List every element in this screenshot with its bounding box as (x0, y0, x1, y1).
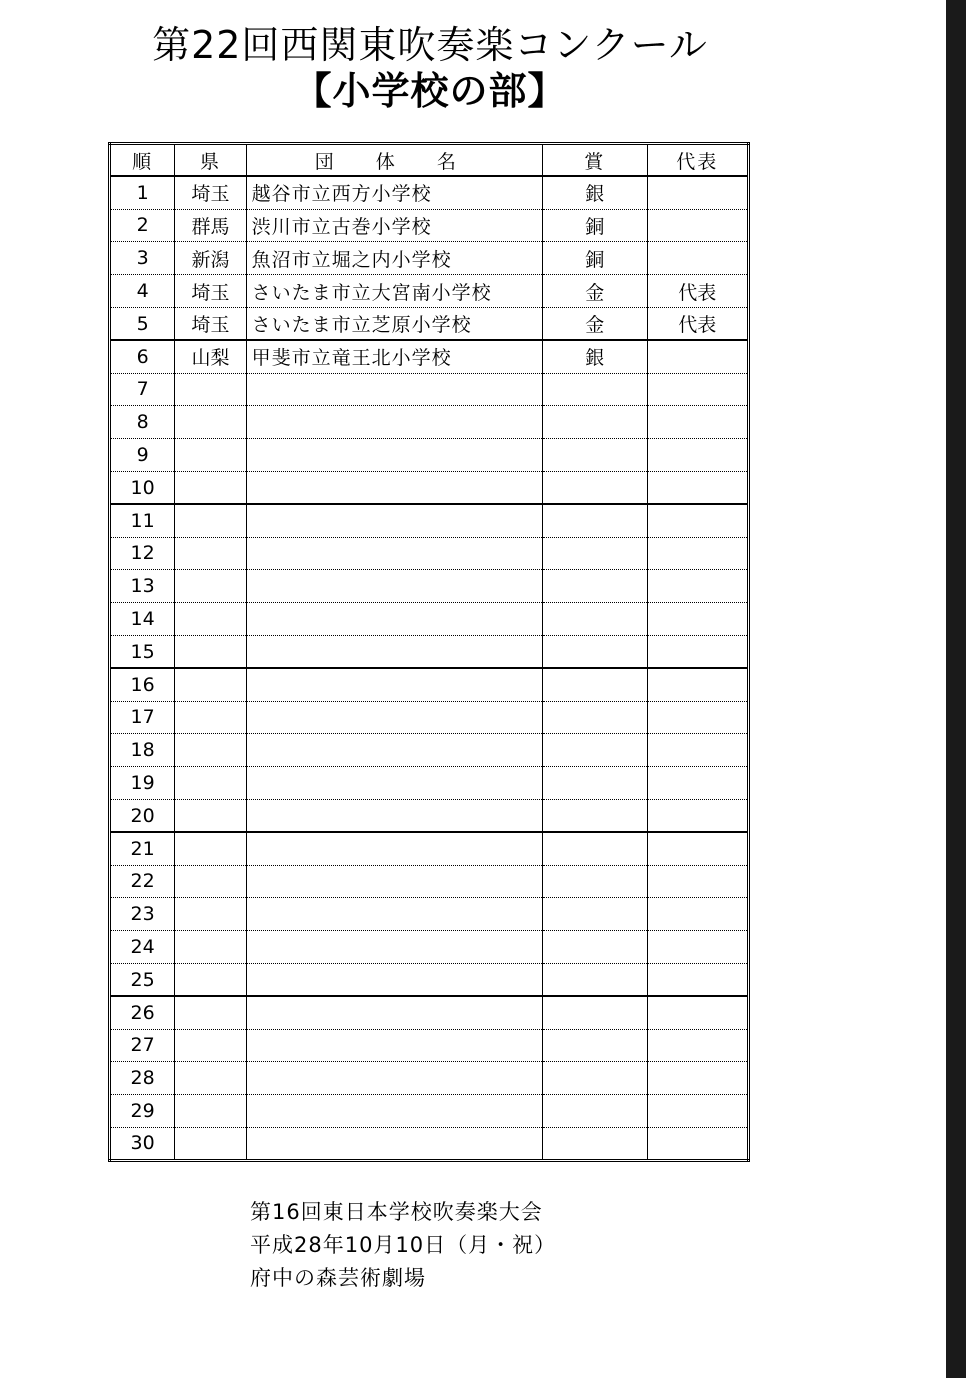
cell-group-name (246, 439, 542, 472)
cell-group-name (246, 767, 542, 800)
cell-award (543, 537, 647, 570)
cell-representative (647, 668, 749, 701)
cell-group-name: 魚沼市立堀之内小学校 (246, 242, 542, 275)
table-row (110, 1095, 749, 1128)
cell-prefecture (175, 439, 246, 472)
cell-prefecture (175, 406, 246, 439)
cell-prefecture (175, 931, 246, 964)
cell-prefecture (175, 701, 246, 734)
cell-award (543, 1029, 647, 1062)
cell-prefecture (175, 471, 246, 504)
table-row (110, 799, 749, 832)
cell-prefecture (175, 832, 246, 865)
cell-order: 5 (110, 307, 175, 340)
cell-representative (647, 799, 749, 832)
cell-order: 15 (110, 635, 175, 668)
cell-award (543, 734, 647, 767)
cell-representative (647, 701, 749, 734)
cell-representative (647, 176, 749, 209)
table-row (110, 373, 749, 406)
cell-order: 17 (110, 701, 175, 734)
cell-award (543, 439, 647, 472)
cell-representative (647, 570, 749, 603)
cell-group-name (246, 471, 542, 504)
cell-group-name (246, 898, 542, 931)
cell-order: 29 (110, 1095, 175, 1128)
cell-award (543, 504, 647, 537)
cell-representative (647, 767, 749, 800)
cell-order: 14 (110, 603, 175, 636)
table-row (110, 340, 749, 373)
cell-prefecture: 新潟 (175, 242, 246, 275)
cell-prefecture (175, 996, 246, 1029)
cell-order: 26 (110, 996, 175, 1029)
cell-representative: 代表 (647, 307, 749, 340)
cell-group-name (246, 406, 542, 439)
cell-prefecture (175, 537, 246, 570)
cell-order: 3 (110, 242, 175, 275)
cell-order: 19 (110, 767, 175, 800)
cell-order: 25 (110, 963, 175, 996)
cell-order: 8 (110, 406, 175, 439)
cell-group-name: 渋川市立古巻小学校 (246, 209, 542, 242)
cell-order: 27 (110, 1029, 175, 1062)
event-date: 平成28年10月10日（月・祝） (250, 1233, 557, 1257)
cell-award: 金 (543, 275, 647, 308)
cell-representative (647, 635, 749, 668)
cell-order: 2 (110, 209, 175, 242)
cell-award (543, 668, 647, 701)
cell-prefecture: 山梨 (175, 340, 246, 373)
cell-representative (647, 504, 749, 537)
cell-group-name (246, 832, 542, 865)
cell-order: 9 (110, 439, 175, 472)
page-title: 第22回西関東吹奏楽コンクール (152, 23, 708, 67)
cell-prefecture (175, 865, 246, 898)
cell-prefecture: 群馬 (175, 209, 246, 242)
table-row (110, 996, 749, 1029)
cell-award (543, 603, 647, 636)
header-representative: 代表 (647, 144, 749, 177)
cell-representative (647, 373, 749, 406)
cell-award: 銅 (543, 242, 647, 275)
cell-order: 30 (110, 1127, 175, 1160)
cell-representative (647, 209, 749, 242)
cell-group-name (246, 668, 542, 701)
cell-award (543, 996, 647, 1029)
cell-prefecture: 埼玉 (175, 275, 246, 308)
cell-group-name (246, 504, 542, 537)
cell-representative (647, 537, 749, 570)
table-row (110, 734, 749, 767)
table-row (110, 209, 749, 242)
cell-prefecture: 埼玉 (175, 307, 246, 340)
cell-representative (647, 242, 749, 275)
header-order: 順 (110, 144, 175, 177)
cell-order: 20 (110, 799, 175, 832)
cell-award (543, 865, 647, 898)
table-row (110, 406, 749, 439)
cell-award (543, 570, 647, 603)
cell-representative: 代表 (647, 275, 749, 308)
cell-award (543, 898, 647, 931)
header-award: 賞 (543, 144, 647, 177)
cell-group-name (246, 963, 542, 996)
cell-award (543, 931, 647, 964)
cell-representative (647, 406, 749, 439)
cell-award (543, 1095, 647, 1128)
cell-group-name: さいたま市立芝原小学校 (246, 307, 542, 340)
cell-order: 11 (110, 504, 175, 537)
cell-order: 28 (110, 1062, 175, 1095)
cell-prefecture (175, 734, 246, 767)
cell-prefecture (175, 504, 246, 537)
event-venue: 府中の森芸術劇場 (250, 1266, 426, 1290)
table-row (110, 176, 749, 209)
table-row (110, 1062, 749, 1095)
cell-representative (647, 1127, 749, 1160)
table-row (110, 701, 749, 734)
cell-representative (647, 439, 749, 472)
table-row (110, 635, 749, 668)
cell-group-name (246, 537, 542, 570)
cell-award (543, 767, 647, 800)
table-row (110, 603, 749, 636)
cell-order: 6 (110, 340, 175, 373)
event-name: 第16回東日本学校吹奏楽大会 (250, 1200, 543, 1224)
cell-prefecture: 埼玉 (175, 176, 246, 209)
cell-representative (647, 340, 749, 373)
cell-award (543, 832, 647, 865)
cell-award: 銀 (543, 340, 647, 373)
page-subtitle: 【小学校の部】 (293, 69, 567, 113)
table-row (110, 275, 749, 308)
cell-group-name: 越谷市立西方小学校 (246, 176, 542, 209)
cell-group-name (246, 1127, 542, 1160)
cell-award (543, 471, 647, 504)
table-row (110, 471, 749, 504)
cell-group-name (246, 701, 542, 734)
cell-award: 銅 (543, 209, 647, 242)
cell-prefecture (175, 799, 246, 832)
cell-representative (647, 471, 749, 504)
cell-group-name (246, 1062, 542, 1095)
cell-group-name (246, 570, 542, 603)
header-group-name: 団 体 名 (246, 144, 542, 177)
cell-award (543, 799, 647, 832)
cell-representative (647, 963, 749, 996)
cell-prefecture (175, 668, 246, 701)
cell-prefecture (175, 635, 246, 668)
results-table (108, 142, 750, 1162)
cell-representative (647, 1062, 749, 1095)
cell-representative (647, 996, 749, 1029)
cell-group-name (246, 996, 542, 1029)
cell-prefecture (175, 1127, 246, 1160)
table-row (110, 570, 749, 603)
cell-group-name: 甲斐市立竜王北小学校 (246, 340, 542, 373)
cell-order: 10 (110, 471, 175, 504)
cell-group-name (246, 603, 542, 636)
table-row (110, 865, 749, 898)
cell-group-name (246, 734, 542, 767)
cell-order: 22 (110, 865, 175, 898)
cell-order: 21 (110, 832, 175, 865)
cell-group-name (246, 931, 542, 964)
cell-representative (647, 898, 749, 931)
cell-order: 12 (110, 537, 175, 570)
cell-representative (647, 931, 749, 964)
viewer-scrollbar-edge (946, 0, 966, 1378)
cell-prefecture (175, 898, 246, 931)
table-row (110, 963, 749, 996)
table-row (110, 898, 749, 931)
table-header-row (110, 144, 749, 177)
table-row (110, 504, 749, 537)
table-row (110, 1127, 749, 1160)
cell-prefecture (175, 373, 246, 406)
cell-order: 1 (110, 176, 175, 209)
cell-group-name (246, 799, 542, 832)
table-row (110, 242, 749, 275)
cell-prefecture (175, 963, 246, 996)
table-row (110, 931, 749, 964)
cell-award (543, 406, 647, 439)
cell-representative (647, 734, 749, 767)
cell-order: 13 (110, 570, 175, 603)
cell-award (543, 701, 647, 734)
cell-order: 4 (110, 275, 175, 308)
table-row (110, 307, 749, 340)
cell-representative (647, 865, 749, 898)
table-row (110, 1029, 749, 1062)
cell-order: 7 (110, 373, 175, 406)
cell-group-name (246, 373, 542, 406)
cell-order: 18 (110, 734, 175, 767)
cell-order: 23 (110, 898, 175, 931)
cell-prefecture (175, 1029, 246, 1062)
header-prefecture: 県 (175, 144, 246, 177)
cell-group-name (246, 865, 542, 898)
table-row (110, 832, 749, 865)
cell-award (543, 635, 647, 668)
cell-group-name (246, 1029, 542, 1062)
cell-group-name (246, 635, 542, 668)
cell-group-name (246, 1095, 542, 1128)
cell-award (543, 1127, 647, 1160)
cell-representative (647, 1029, 749, 1062)
cell-award: 銀 (543, 176, 647, 209)
cell-prefecture (175, 603, 246, 636)
cell-group-name: さいたま市立大宮南小学校 (246, 275, 542, 308)
cell-representative (647, 603, 749, 636)
cell-representative (647, 832, 749, 865)
cell-order: 16 (110, 668, 175, 701)
cell-prefecture (175, 1062, 246, 1095)
cell-prefecture (175, 767, 246, 800)
cell-award: 金 (543, 307, 647, 340)
cell-prefecture (175, 1095, 246, 1128)
cell-order: 24 (110, 931, 175, 964)
cell-prefecture (175, 570, 246, 603)
table-row (110, 439, 749, 472)
cell-award (543, 1062, 647, 1095)
cell-award (543, 373, 647, 406)
table-row (110, 668, 749, 701)
cell-representative (647, 1095, 749, 1128)
cell-award (543, 963, 647, 996)
event-info (250, 1196, 556, 1295)
table-row (110, 767, 749, 800)
table-row (110, 537, 749, 570)
